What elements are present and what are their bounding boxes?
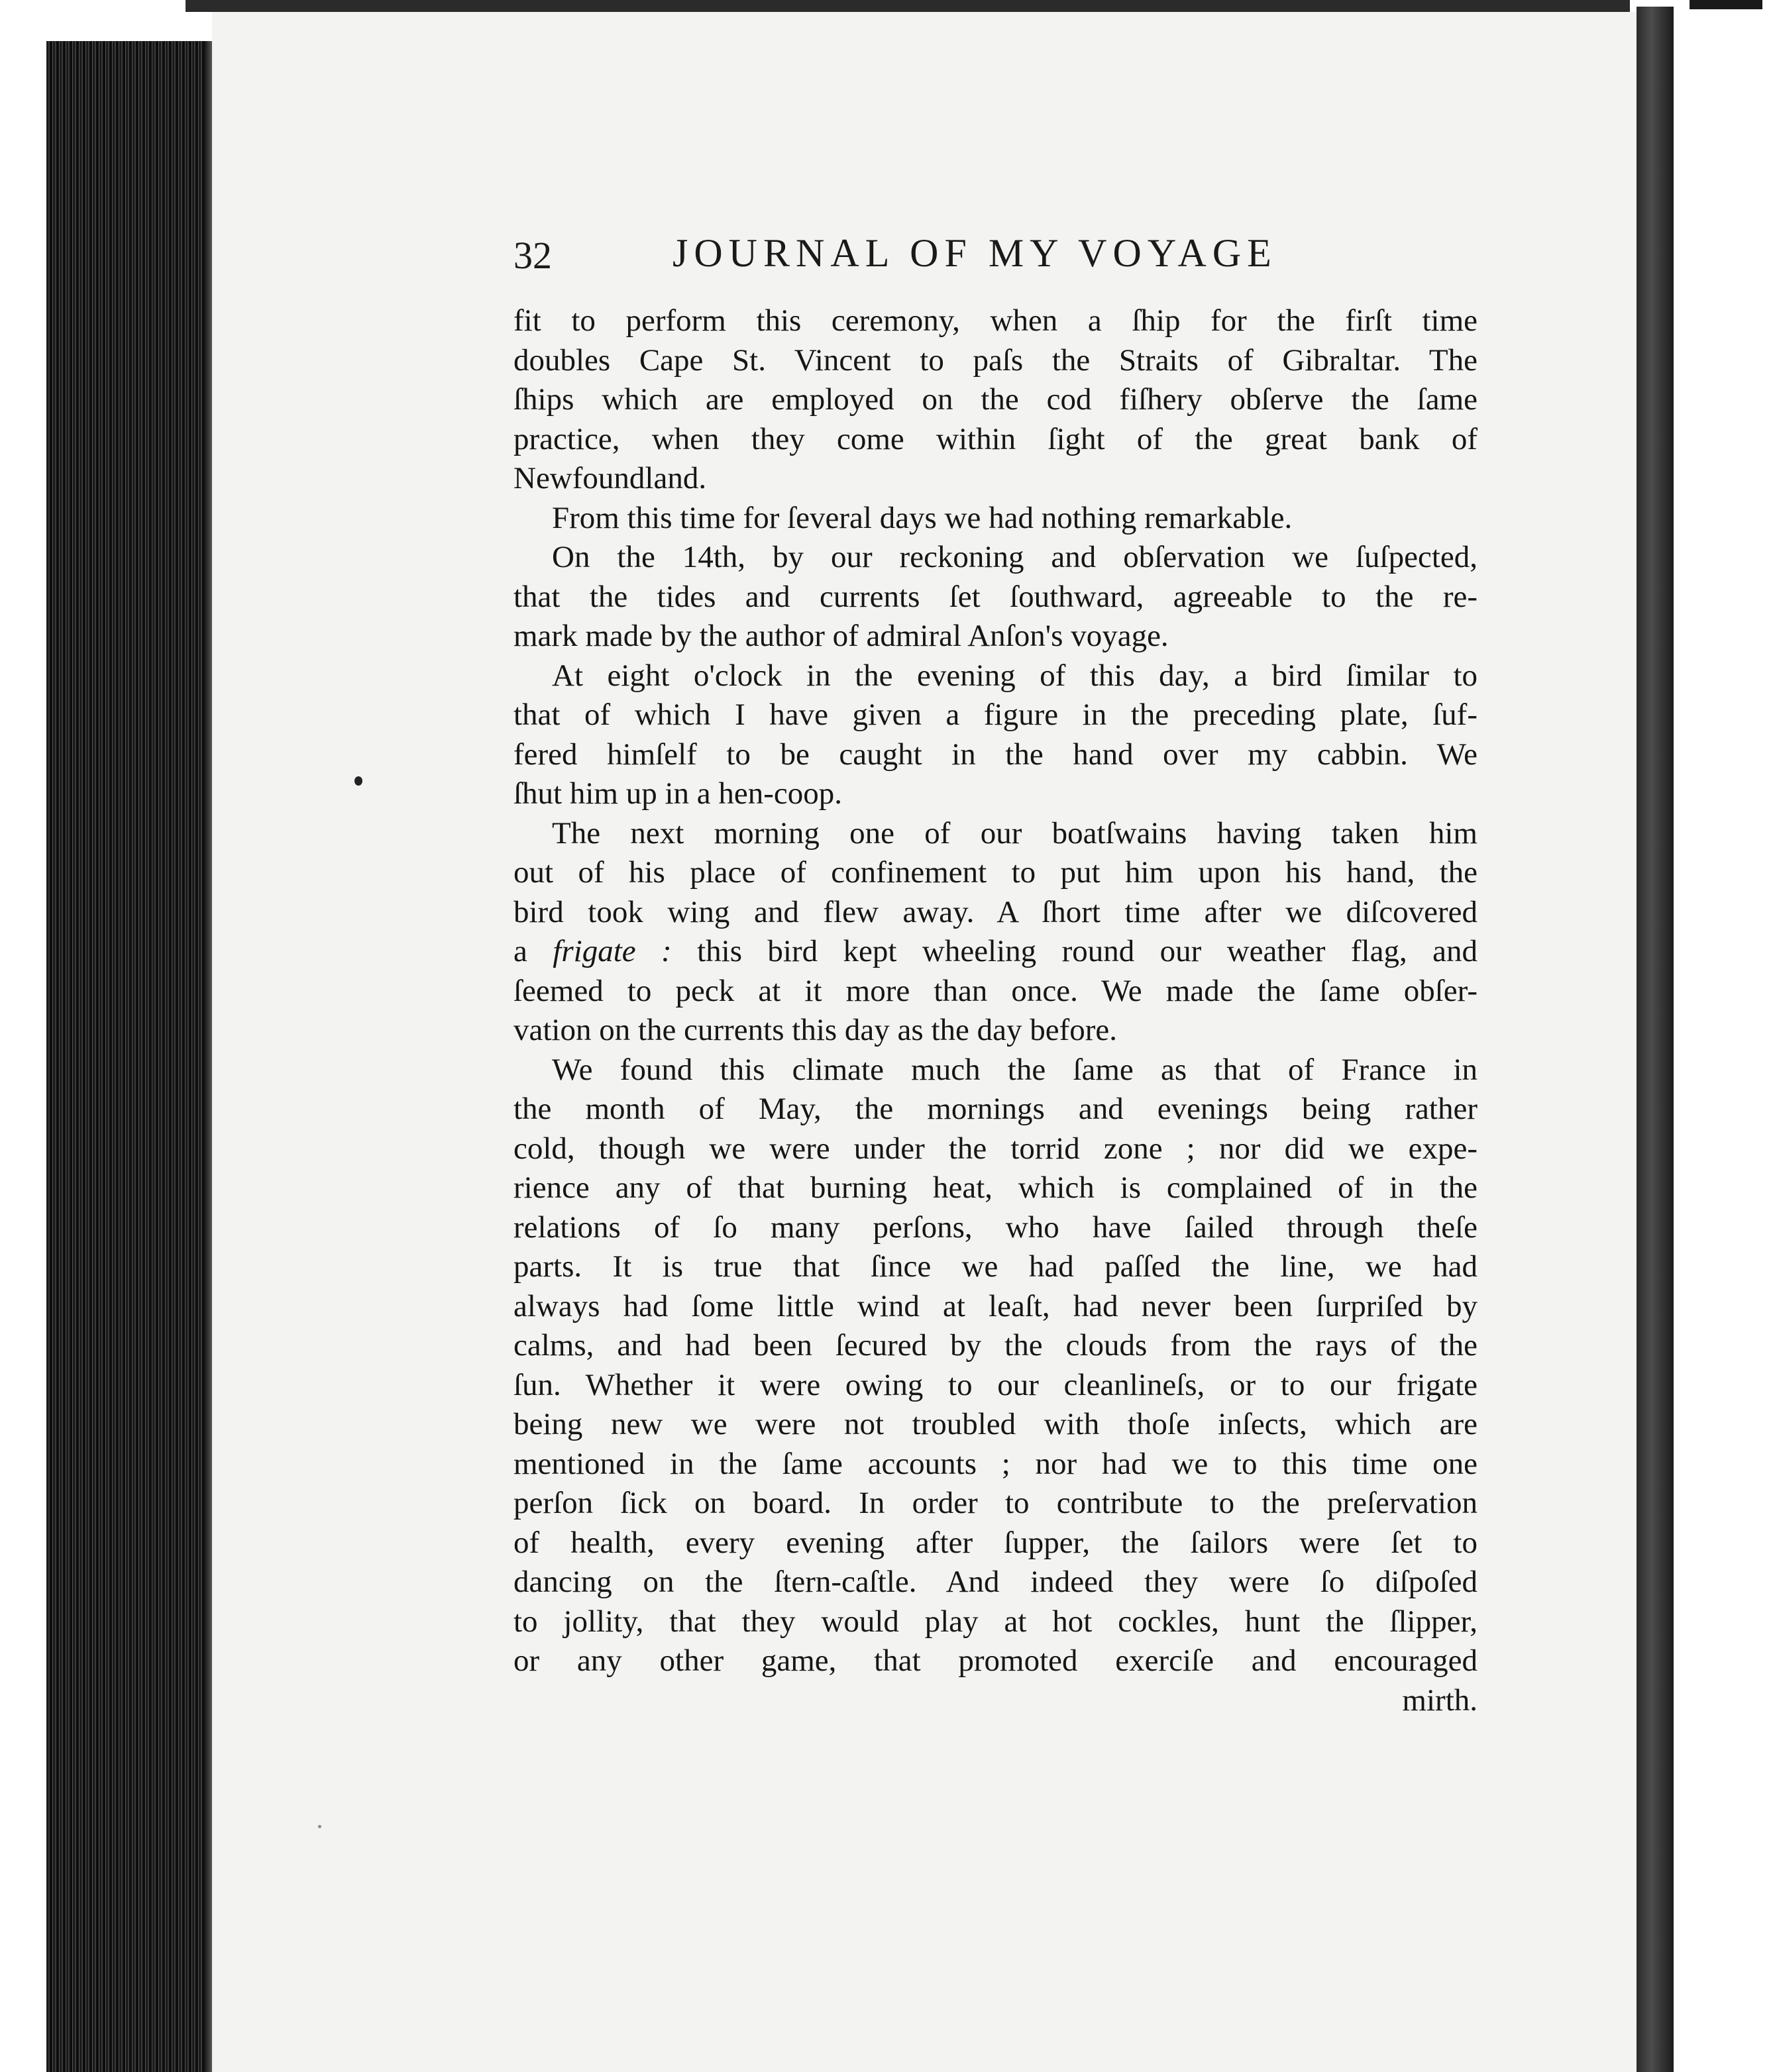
paragraph: [513, 538, 1478, 656]
text-line: fered himſelf to be caught in the hand over my cabbin. We: [513, 737, 1478, 772]
paragraph: [513, 301, 1478, 499]
text-line: a frigate : this bird kept wheeling round our weather flag, and: [513, 934, 1478, 968]
text-line: practice, when they come within ſight of the great bank of: [513, 421, 1478, 456]
text-line: the month of May, the mornings and evenings being rather: [513, 1092, 1478, 1126]
body-text: [513, 301, 1478, 1720]
text-line: The next morning one of our boatſwains having taken him: [552, 815, 1478, 851]
ink-speck: [354, 776, 362, 786]
book-fore-edge-left: [46, 41, 212, 2072]
text-line: fit to perform this ceremony, when a ſhip for the firſt time: [513, 303, 1478, 338]
text-line: perſon ſick on board. In order to contribute to the preſervation: [513, 1486, 1478, 1520]
text-line: being new we were not troubled with thoſe inſects, which are: [513, 1407, 1478, 1441]
paragraph: [513, 1051, 1478, 1681]
ink-speck: [318, 1825, 321, 1828]
text-line: relations of ſo many perſons, who have ſailed through theſe: [513, 1210, 1478, 1245]
text-line: doubles Cape St. Vincent to paſs the Straits of Gibraltar. The: [513, 342, 1478, 378]
text-line: From this time for ſeveral days we had nothing remarkable.: [552, 500, 1293, 535]
text-line: to jollity, that they would play at hot cockles, hunt the ſlipper,: [513, 1604, 1478, 1639]
book-edge-right: [1637, 0, 1773, 2072]
adjacent-page-top: [1690, 0, 1762, 9]
text-line: ſeemed to peck at it more than once. We made the ſame obſer-: [513, 973, 1478, 1008]
text-line: ſun. Whether it were owing to our cleanlineſs, or to our frigate: [513, 1367, 1478, 1402]
text-line: that the tides and currents ſet ſouthward, agreeable to the re-: [513, 579, 1478, 614]
paragraph: [513, 656, 1478, 814]
paragraph: [513, 814, 1478, 1051]
scan-top-border: [186, 0, 1630, 12]
text-line: rience any of that burning heat, which is complained of in the: [513, 1170, 1478, 1205]
text-line: We found this climate much the ſame as that of France in: [552, 1052, 1478, 1087]
text-line: dancing on the ſtern-caſtle. And indeed they were ſo diſpoſed: [513, 1565, 1478, 1599]
text-line: parts. It is true that ſince we had paſſed the line, we had: [513, 1249, 1478, 1284]
adjacent-page-shadow: [1637, 7, 1674, 2072]
text-line: ſhips which are employed on the cod fiſhery obſerve the ſame: [513, 382, 1478, 417]
text-line: bird took wing and flew away. A ſhort time after we diſcovered: [513, 894, 1478, 929]
text-line: calms, and had been ſecured by the clouds from the rays of the: [513, 1328, 1478, 1363]
text-line: out of his place of confinement to put him upon his hand, the: [513, 855, 1478, 890]
running-head: [513, 231, 1309, 284]
text-line: always had ſome little wind at leaſt, had never been ſurpriſed by: [513, 1288, 1478, 1323]
page-number: 32: [513, 234, 552, 277]
text-line: On the 14th, by our reckoning and obſervation we ſuſpected,: [552, 540, 1478, 574]
text-line: At eight o'clock in the evening of this day, a bird ſimilar to: [552, 658, 1478, 693]
text-line: Newfoundland.: [513, 461, 707, 495]
text-line: of health, every evening after ſupper, the ſailors were ſet to: [513, 1525, 1478, 1560]
text-line: vation on the currents this day as the day before.: [513, 1013, 1117, 1047]
text-line: mark made by the author of admiral Anſon's voyage.: [513, 619, 1169, 653]
paragraph: [513, 499, 1478, 539]
text-line: cold, though we were under the torrid zone ; nor did we expe-: [513, 1131, 1478, 1166]
text-line: mentioned in the ſame accounts ; nor had we to this time one: [513, 1446, 1478, 1481]
running-title: JOURNAL OF MY VOYAGE: [672, 231, 1277, 275]
text-line: ſhut him up in a hen-coop.: [513, 776, 843, 811]
text-line: or any other game, that promoted exerciſe and encouraged: [513, 1643, 1478, 1678]
catchword: mirth.: [1402, 1683, 1478, 1718]
text-line: that of which I have given a figure in the preceding plate, ſuf-: [513, 698, 1478, 732]
